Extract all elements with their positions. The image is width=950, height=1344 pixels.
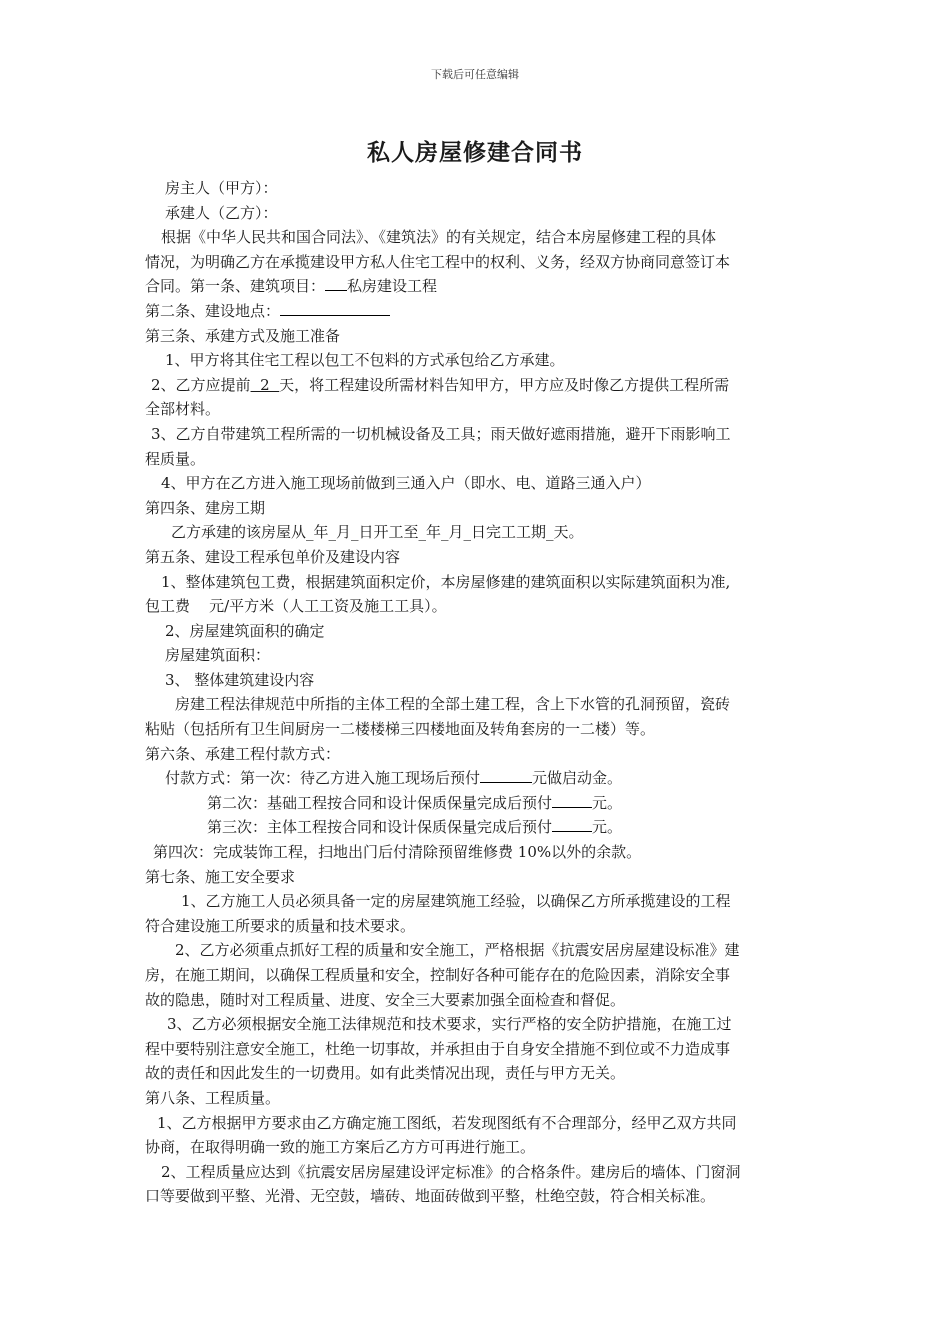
paragraph-line: 1、乙方施工人员必须具备一定的房屋建筑施工经验，以确保乙方所承揽建设的工程 — [181, 892, 731, 911]
days-value: 2 — [250, 375, 280, 394]
article-heading: 第八条、工程质量。 — [145, 1088, 281, 1107]
text-span: 第二次：基础工程按合同和设计保质保量完成后预付 — [207, 793, 553, 812]
payment-line — [145, 766, 810, 791]
paragraph-line — [145, 373, 810, 398]
paragraph-line: 房建工程法律规范中所指的主体工程的全部土建工程，含上下水管的孔洞预留，瓷砖 — [175, 695, 731, 714]
blank-underline — [480, 768, 532, 783]
paragraph-line: 1、整体建筑包工费，根据建筑面积定价，本房屋修建的建筑面积以实际建筑面积为准, — [161, 572, 731, 591]
paragraph-line: 房屋建筑面积： — [165, 646, 271, 665]
paragraph-line: 故的责任和因此发生的一切费用。如有此类情况出现，责任与甲方无关。 — [145, 1064, 626, 1083]
text-span: 付款方式：第一次：待乙方进入施工现场后预付 — [165, 769, 481, 788]
text-span: 2、乙方应提前 — [151, 375, 251, 394]
paragraph-line: 情况，为明确乙方在承揽建设甲方私人住宅工程中的权利、义务，经双方协商同意签订本 — [145, 252, 731, 271]
paragraph-line: 1、甲方将其住宅工程以包工不包料的方式承包给乙方承建。 — [165, 351, 565, 370]
article-2-line — [145, 299, 810, 324]
paragraph-line: 根据《中华人民共和国合同法》、《建筑法》的有关规定，结合本房屋修建工程的具体 — [161, 228, 717, 247]
paragraph-line: 3、 整体建筑建设内容 — [165, 670, 315, 689]
paragraph-line: 口等要做到平整、光滑、无空鼓，墙砖、地面砖做到平整，杜绝空鼓，符合相关标准。 — [145, 1187, 716, 1206]
article-1-line — [145, 274, 810, 299]
paragraph-line: 全部材料。 — [145, 400, 221, 419]
document-title: 私人房屋修建合同书 — [367, 139, 583, 166]
paragraph-line: 乙方承建的该房屋从_年_月_日开工至_年_月_日完工工期_天。 — [171, 523, 584, 542]
article-heading: 第七条、施工安全要求 — [145, 867, 296, 886]
article-heading: 第六条、承建工程付款方式： — [145, 744, 341, 763]
payment-line: 第四次：完成装饰工程，扫地出门后付清除预留维修费 10%以外的余款。 — [153, 843, 642, 862]
text-span: 第二条、建设地点： — [145, 301, 281, 320]
paragraph-line: 3、乙方自带建筑工程所需的一切机械设备及工具；雨天做好遮雨措施，避开下雨影响工 — [151, 424, 731, 443]
article-heading: 第五条、建设工程承包单价及建设内容 — [145, 547, 401, 566]
paragraph-line: 包工费 元/平方米（人工工资及施工工具）。 — [145, 597, 447, 616]
header-note: 下载后可任意编辑 — [431, 68, 519, 81]
text-span: 私房建设工程 — [347, 277, 438, 296]
paragraph-line: 2、房屋建筑面积的确定 — [165, 621, 325, 640]
payment-line — [145, 815, 810, 840]
text-span: 天，将工程建设所需材料告知甲方，甲方应及时像乙方提供工程所需 — [279, 375, 730, 394]
blank-underline — [552, 793, 592, 808]
text-span: 合同。第一条、建筑项目： — [145, 277, 326, 296]
blank-underline — [280, 301, 390, 316]
document-body — [145, 176, 810, 1209]
paragraph-line: 协商，在取得明确一致的施工方案后乙方方可再进行施工。 — [145, 1138, 536, 1157]
blank-underline — [325, 276, 347, 291]
paragraph-line: 2、工程质量应达到《抗震安居房屋建设评定标准》的合格条件。建房后的墙体、门窗洞 — [161, 1162, 741, 1181]
paragraph-line: 3、乙方必须根据安全施工法律规范和技术要求，实行严格的安全防护措施，在施工过 — [167, 1015, 732, 1034]
text-span: 元。 — [592, 793, 623, 812]
paragraph-line: 1、乙方根据甲方要求由乙方确定施工图纸，若发现图纸有不合理部分，经甲乙双方共同 — [157, 1113, 737, 1132]
paragraph-line: 故的隐患，随时对工程质量、进度、安全三大要素加强全面检查和督促。 — [145, 990, 626, 1009]
paragraph-line: 程中要特别注意安全施工，杜绝一切事故，并承担由于自身安全措施不到位或不力造成事 — [145, 1039, 731, 1058]
payment-line — [145, 791, 810, 816]
text-span: 第三次：主体工程按合同和设计保质保量完成后预付 — [207, 818, 553, 837]
article-heading: 第三条、承建方式及施工准备 — [145, 326, 341, 345]
paragraph-line: 2、乙方必须重点抓好工程的质量和安全施工，严格根据《抗震安居房屋建设标准》建 — [175, 941, 740, 960]
paragraph-line: 房，在施工期间，以确保工程质量和安全，控制好各种可能存在的危险因素，消除安全事 — [145, 966, 731, 984]
paragraph-line: 程质量。 — [145, 449, 206, 468]
paragraph-line: 4、甲方在乙方进入施工现场前做到三通入户（即水、电、道路三通入户） — [161, 474, 651, 493]
paragraph-line: 粘贴（包括所有卫生间厨房一二楼楼梯三四楼地面及转角套房的一二楼）等。 — [145, 720, 656, 739]
blank-underline — [552, 817, 592, 832]
text-span: 元。 — [592, 818, 623, 837]
text-span: 元做启动金。 — [532, 769, 623, 788]
article-heading: 第四条、建房工期 — [145, 498, 266, 517]
paragraph-line: 符合建设施工所要求的质量和技术要求。 — [145, 916, 416, 935]
party-b-line: 承建人（乙方）： — [165, 203, 278, 222]
party-a-line: 房主人（甲方）： — [165, 179, 278, 197]
